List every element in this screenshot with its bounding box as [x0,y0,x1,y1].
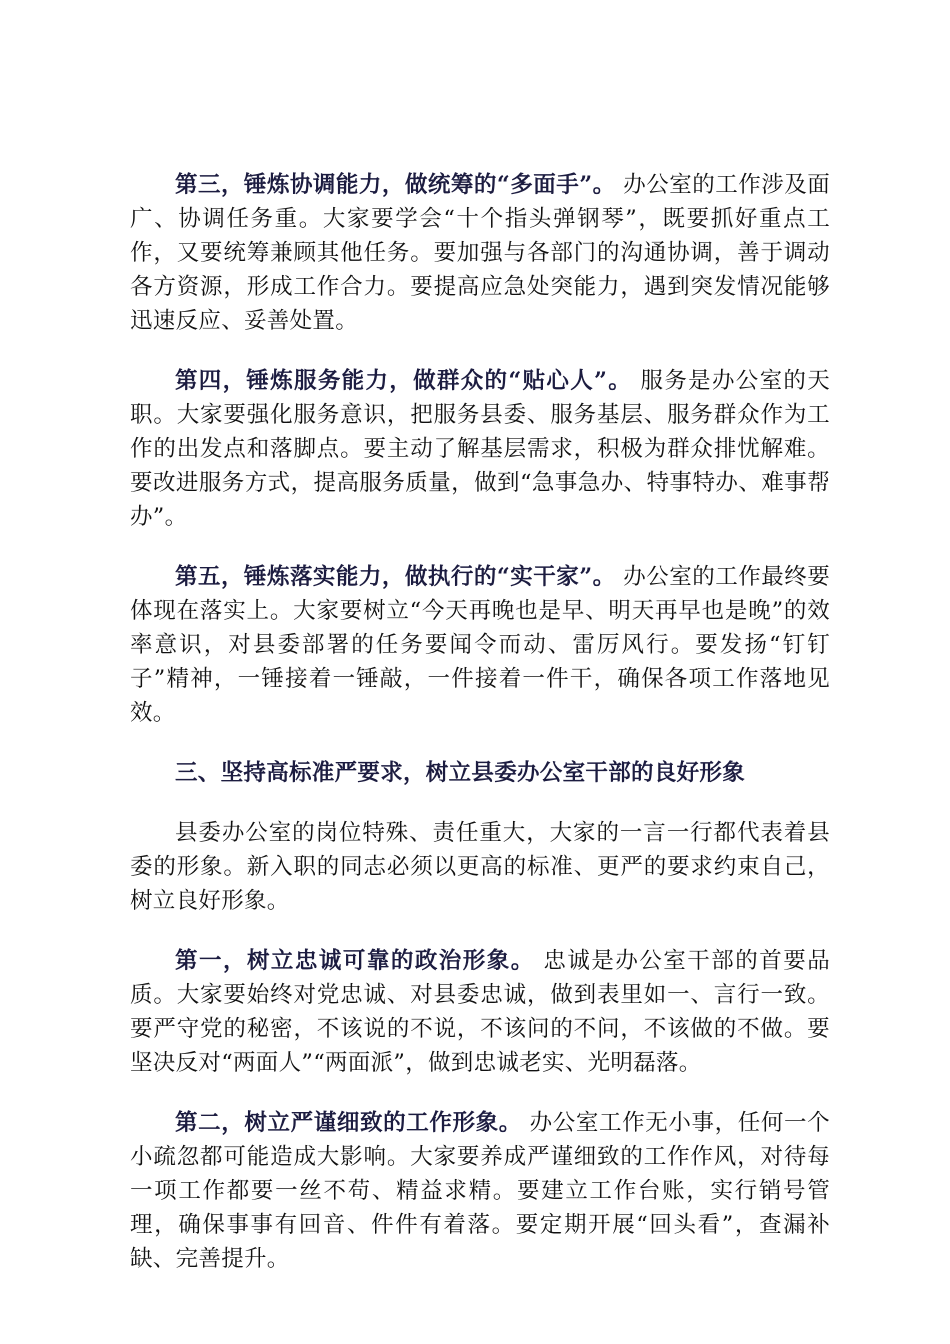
paragraph-lead: 第一，树立忠诚可靠的政治形象。 [175,948,535,974]
paragraph-lead: 第四，锤炼服务能力，做群众的“贴心人”。 [175,368,633,394]
paragraph-implementation [130,560,830,730]
paragraph-coordination [130,168,830,338]
paragraph-lead: 第五，锤炼落实能力，做执行的“实干家”。 [175,564,616,590]
document-page [130,168,830,1302]
paragraph-body: 办公室的工作最终要体现在落实上。大家要树立“今天再晚也是早、明天再早也是晚”的效率意识，对县委部署的任务要闻令而动、雷厉风行。要发扬“钉钉子”精神，一锤接着一锤敲，一件接着一件干，确保各项工作落地见效。 [130,564,831,726]
section-intro: 县委办公室的岗位特殊、责任重大，大家的一言一行都代表着县委的形象。新入职的同志必须以更高的标准、更严的要求约束自己，树立良好形象。 [130,820,830,914]
paragraph-body: 办公室工作无小事，任何一个小疏忽都可能造成大影响。大家要养成严谨细致的工作作风，对待每一项工作都要一丝不苟、精益求精。要建立工作台账，实行销号管理，确保事事有回音、件件有着落。要定期开展“回头看”，查漏补缺、完善提升。 [130,1110,830,1272]
paragraph-lead: 第三，锤炼协调能力，做统筹的“多面手”。 [175,172,616,198]
section-heading: 三、坚持高标准严要求，树立县委办公室干部的良好形象 [175,760,746,786]
paragraph-body: 服务是办公室的天职。大家要强化服务意识，把服务县委、服务基层、服务群众作为工作的出发点和落脚点。要主动了解基层需求，积极为群众排忧解难。要改进服务方式，提高服务质量，做到“急事急办、特事特办、难事帮办”。 [130,368,831,530]
paragraph-work-image [130,1106,830,1276]
paragraph-political-image [130,944,830,1080]
paragraph-lead: 第二，树立严谨细致的工作形象。 [175,1110,522,1136]
paragraph-service [130,364,830,534]
paragraph-body: 办公室的工作涉及面广、协调任务重。大家要学会“十个指头弹钢琴”，既要抓好重点工作，又要统筹兼顾其他任务。要加强与各部门的沟通协调，善于调动各方资源，形成工作合力。要提高应急处突能力，遇到突发情况能够迅速反应、妥善处置。 [130,172,831,334]
paragraph-body: 忠诚是办公室干部的首要品质。大家要始终对党忠诚、对县委忠诚，做到表里如一、言行一致。要严守党的秘密，不该说的不说，不该问的不问，不该做的不做。要坚决反对“两面人”“两面派”，做到忠诚老实、光明磊落。 [130,948,830,1076]
